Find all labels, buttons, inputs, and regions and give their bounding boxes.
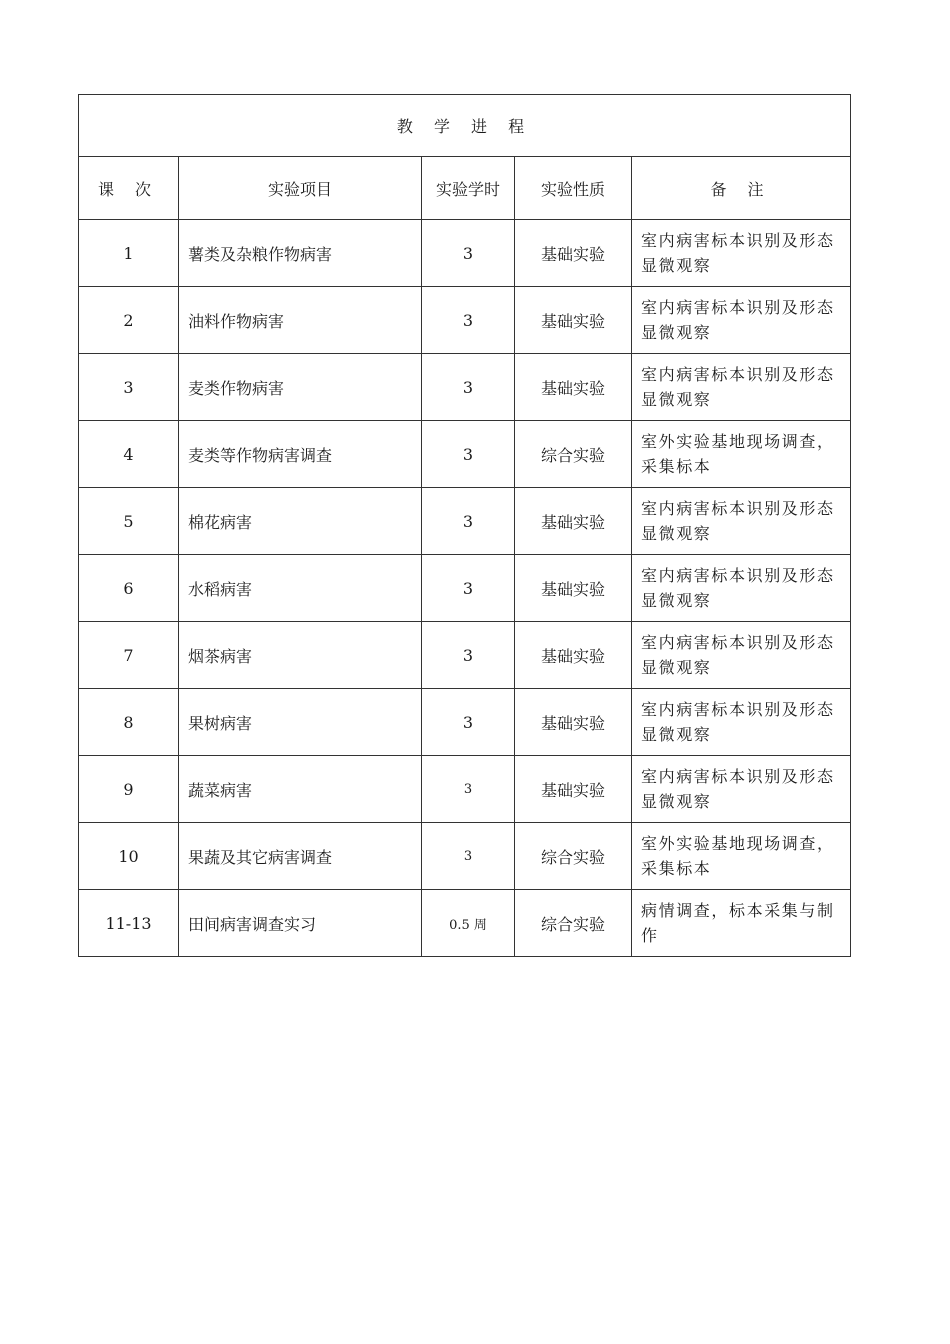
cell-note: 室内病害标本识别及形态显微观察 [632,756,851,823]
header-lesson: 课 次 [79,157,179,220]
cell-type: 综合实验 [515,890,632,957]
table-row [79,622,851,689]
cell-note: 室外实验基地现场调查，采集标本 [632,421,851,488]
cell-item: 麦类作物病害 [179,354,422,421]
cell-type: 基础实验 [515,756,632,823]
cell-type: 综合实验 [515,823,632,890]
header-hours: 实验学时 [422,157,515,220]
cell-note: 室内病害标本识别及形态显微观察 [632,354,851,421]
cell-lesson: 7 [79,622,179,689]
cell-lesson: 1 [79,220,179,287]
cell-item: 薯类及杂粮作物病害 [179,220,422,287]
cell-hours: 3 [422,622,515,689]
cell-note: 室内病害标本识别及形态显微观察 [632,488,851,555]
cell-type: 基础实验 [515,689,632,756]
cell-lesson: 4 [79,421,179,488]
cell-hours: 3 [422,287,515,354]
cell-item: 烟茶病害 [179,622,422,689]
cell-item: 水稻病害 [179,555,422,622]
cell-type: 基础实验 [515,220,632,287]
cell-type: 基础实验 [515,488,632,555]
cell-hours: 3 [422,488,515,555]
cell-hours: 3 [422,220,515,287]
table-header-row [79,157,851,220]
table-row [79,488,851,555]
table-row [79,555,851,622]
cell-hours: 3 [422,421,515,488]
cell-type: 基础实验 [515,287,632,354]
cell-hours: 3 [422,555,515,622]
cell-hours: 3 [422,756,515,823]
cell-lesson: 5 [79,488,179,555]
cell-hours: 3 [422,354,515,421]
cell-note: 室内病害标本识别及形态显微观察 [632,622,851,689]
table-row [79,220,851,287]
cell-item: 麦类等作物病害调查 [179,421,422,488]
table-row [79,421,851,488]
table-row [79,287,851,354]
cell-note: 室内病害标本识别及形态显微观察 [632,555,851,622]
cell-lesson: 10 [79,823,179,890]
cell-type: 基础实验 [515,354,632,421]
header-item: 实验项目 [179,157,422,220]
cell-note: 病情调查，标本采集与制作 [632,890,851,957]
cell-item: 棉花病害 [179,488,422,555]
cell-hours: 0.5 周 [422,890,515,957]
cell-note: 室内病害标本识别及形态显微观察 [632,220,851,287]
table-title: 教 学 进 程 [79,95,851,157]
cell-type: 基础实验 [515,555,632,622]
cell-item: 果树病害 [179,689,422,756]
table-row [79,823,851,890]
cell-lesson: 6 [79,555,179,622]
cell-lesson: 3 [79,354,179,421]
table-row [79,689,851,756]
cell-lesson: 2 [79,287,179,354]
cell-note: 室内病害标本识别及形态显微观察 [632,689,851,756]
table-row [79,890,851,957]
cell-lesson: 11-13 [79,890,179,957]
cell-hours: 3 [422,689,515,756]
cell-note: 室内病害标本识别及形态显微观察 [632,287,851,354]
header-type: 实验性质 [515,157,632,220]
cell-lesson: 9 [79,756,179,823]
cell-lesson: 8 [79,689,179,756]
table-row [79,756,851,823]
table-row [79,354,851,421]
cell-note: 室外实验基地现场调查，采集标本 [632,823,851,890]
cell-item: 果蔬及其它病害调查 [179,823,422,890]
teaching-schedule-table [78,94,851,957]
cell-item: 田间病害调查实习 [179,890,422,957]
cell-type: 综合实验 [515,421,632,488]
table-title-row [79,95,851,157]
cell-item: 油料作物病害 [179,287,422,354]
cell-hours: 3 [422,823,515,890]
cell-type: 基础实验 [515,622,632,689]
cell-item: 蔬菜病害 [179,756,422,823]
header-note: 备 注 [632,157,851,220]
